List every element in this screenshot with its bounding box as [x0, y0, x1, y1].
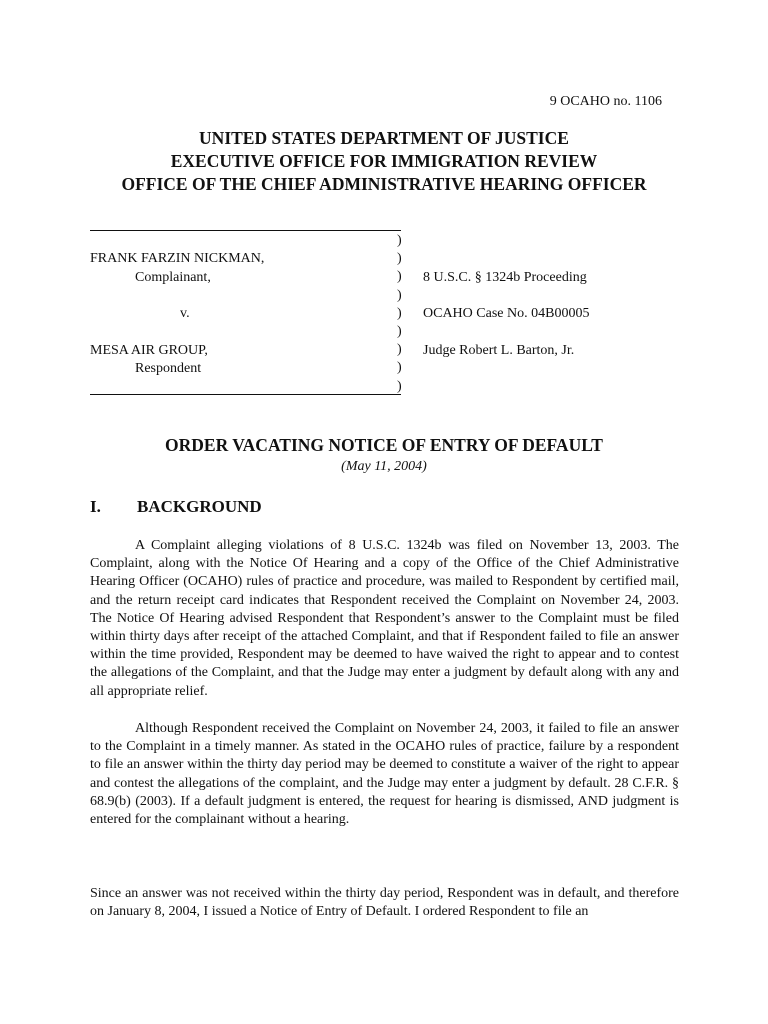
caption-paren: ): [397, 269, 402, 285]
heading-line-2: EXECUTIVE OFFICE FOR IMMIGRATION REVIEW: [170, 151, 598, 171]
body-paragraph: Although Respondent received the Complaint on November 24, 2003, it failed to file an answer to the Complaint in a timely manner. As stated in the OCAHO rules of practice, failure by a respondent to file an answer within the thirty day period may be deemed to constitute a waiver of the right to appear and contest the allegations of the complaint, and the Judge may enter a judgment by default. 28 C.F.R. § 68.9(b) (2003). If a default judgment is entered, the request for hearing is dismissed, AND judgment is entered for the complainant without a hearing.: [90, 721, 679, 828]
order-title: ORDER VACATING NOTICE OF ENTRY OF DEFAULT: [165, 435, 603, 455]
caption-paren: ): [397, 305, 402, 321]
caption-paren: ): [397, 287, 402, 303]
caption-paren-column: [397, 232, 402, 396]
section-number: I.: [90, 497, 101, 516]
caption-top-rule: [90, 230, 401, 231]
heading-line-3: OFFICE OF THE CHIEF ADMINISTRATIVE HEARING OFFICER: [121, 174, 647, 194]
document-number: 9 OCAHO no. 1106: [549, 94, 662, 109]
body-paragraph: Since an answer was not received within the thirty day period, Respondent was in default, and therefore on January 8, 2004, I issued a Notice of Entry of Default. I ordered Respondent to file an: [90, 886, 679, 920]
caption-paren: ): [397, 233, 402, 248]
body-paragraph: A Complaint alleging violations of 8 U.S.C. 1324b was filed on November 13, 2003. The Complaint, along with the Notice Of Hearing and a copy of the Office of the Chief Administrative Hearing Officer (OCAHO) rules of practice and procedure, was mailed to Respondent by certified mail, and the return receipt card indicates that Respondent received the Complaint on November 24, 2003. The Notice Of Hearing advised Respondent that Respondent’s answer to the Complaint must be filed within thirty days after receipt of the attached Complaint, and that if Respondent failed to file an answer within the time provided, Respondent may be deemed to have waived the right to appear and to contest the allegations of the Complaint, and that the Judge may enter a judgment by default along with any and all appropriate relief.: [90, 538, 679, 699]
caption-paren: ): [397, 251, 402, 267]
caption-paren: ): [397, 342, 402, 358]
judge-name: Judge Robert L. Barton, Jr.: [423, 343, 575, 358]
caption-bottom-rule: [90, 394, 401, 395]
heading-line-1: UNITED STATES DEPARTMENT OF JUSTICE: [199, 128, 569, 148]
versus-label: v.: [180, 306, 190, 321]
respondent-role: Respondent: [135, 361, 202, 376]
caption-paren: ): [397, 324, 402, 340]
order-date: (May 11, 2004): [341, 459, 427, 474]
complainant-name: FRANK FARZIN NICKMAN,: [90, 251, 265, 266]
proceeding-label: 8 U.S.C. § 1324b Proceeding: [423, 270, 587, 285]
respondent-name: MESA AIR GROUP,: [90, 343, 208, 358]
section-title: BACKGROUND: [137, 497, 262, 516]
caption-paren: ): [397, 378, 402, 394]
complainant-role: Complainant,: [135, 270, 211, 285]
agency-heading: [0, 127, 768, 196]
case-number: OCAHO Case No. 04B00005: [423, 306, 590, 321]
caption-paren: ): [397, 360, 402, 376]
